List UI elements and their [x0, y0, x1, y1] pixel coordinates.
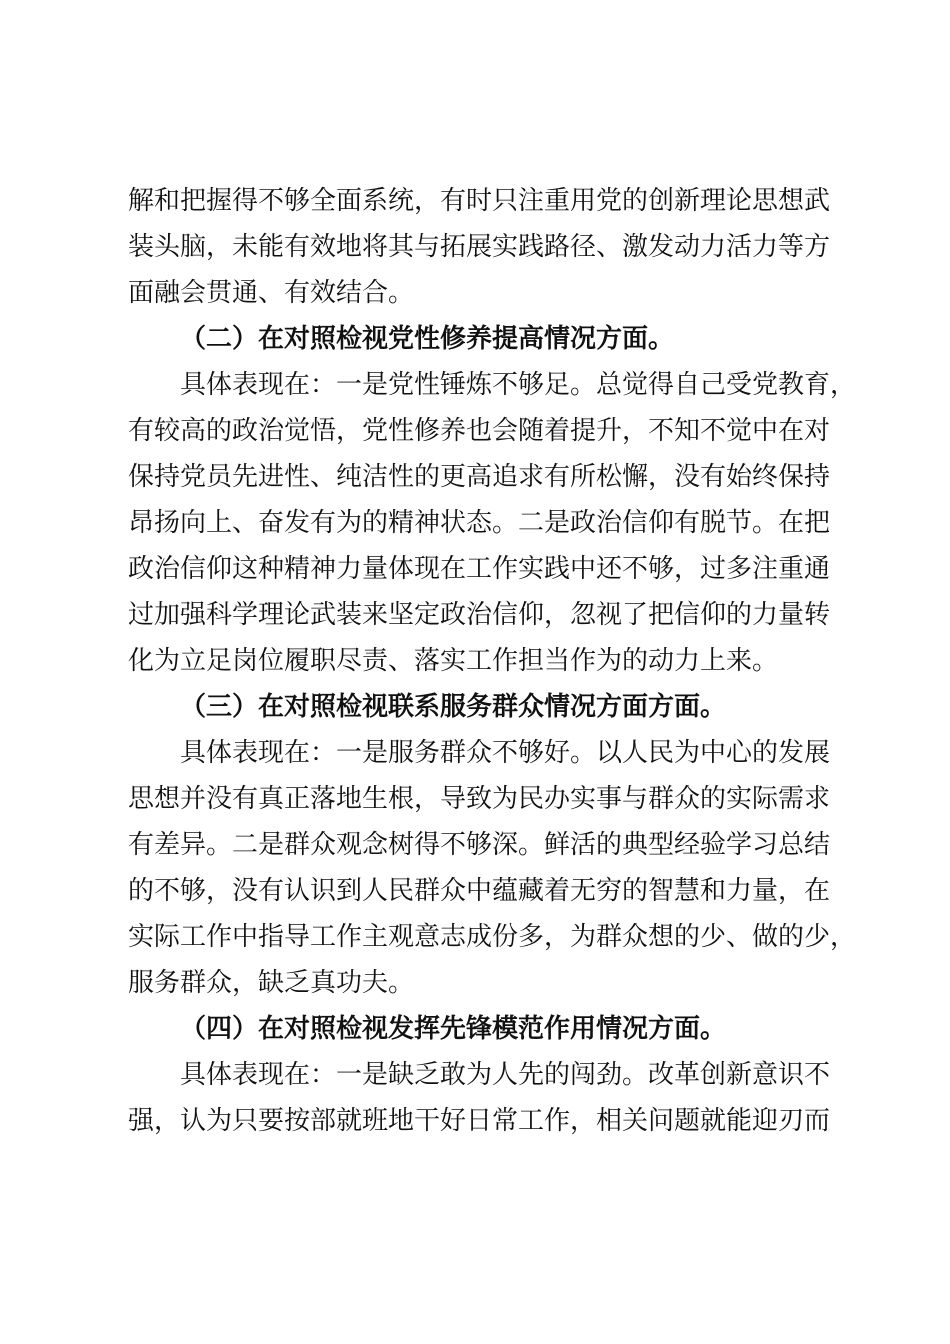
paragraph-2-line-4: 昂扬向上、奋发有为的精神状态。二是政治信仰有脱节。在把 — [128, 508, 831, 538]
paragraph-1-line-3: 面融会贯通、有效结合。 — [128, 278, 415, 308]
paragraph-3-line-6: 服务群众，缺乏真功夫。 — [128, 968, 415, 998]
paragraph-2-line-1: 具体表现在：一是党性锤炼不够足。总觉得自己受党教育， — [180, 370, 857, 400]
paragraph-3-line-1: 具体表现在：一是服务群众不够好。以人民为中心的发展 — [180, 738, 831, 768]
paragraph-3-line-5: 实际工作中指导工作主观意志成份多，为群众想的少、做的少， — [128, 922, 857, 952]
paragraph-1-line-1: 解和把握得不够全面系统，有时只注重用党的创新理论思想武 — [128, 186, 831, 216]
section-heading-4: （四）在对照检视发挥先锋模范作用情况方面。 — [180, 1014, 727, 1044]
section-heading-3: （三）在对照检视联系服务群众情况方面方面。 — [180, 692, 727, 722]
paragraph-2-line-3: 保持党员先进性、纯洁性的更高追求有所松懈，没有始终保持 — [128, 462, 831, 492]
paragraph-4-line-1: 具体表现在：一是缺乏敢为人先的闯劲。改革创新意识不 — [180, 1060, 831, 1090]
section-heading-2: （二）在对照检视党性修养提高情况方面。 — [180, 324, 675, 354]
paragraph-2-line-2: 有较高的政治觉悟，党性修养也会随着提升，不知不觉中在对 — [128, 416, 831, 446]
paragraph-2-line-6: 过加强科学理论武装来坚定政治信仰，忽视了把信仰的力量转 — [128, 600, 831, 630]
paragraph-2-line-7: 化为立足岗位履职尽责、落实工作担当作为的动力上来。 — [128, 646, 779, 676]
paragraph-4-line-2: 强，认为只要按部就班地干好日常工作，相关问题就能迎刃而 — [128, 1106, 831, 1136]
paragraph-3-line-4: 的不够，没有认识到人民群众中蕴藏着无穷的智慧和力量，在 — [128, 876, 831, 906]
paragraph-2-line-5: 政治信仰这种精神力量体现在工作实践中还不够，过多注重通 — [128, 554, 831, 584]
paragraph-1-line-2: 装头脑，未能有效地将其与拓展实践路径、激发动力活力等方 — [128, 232, 831, 262]
paragraph-3-line-3: 有差异。二是群众观念树得不够深。鲜活的典型经验学习总结 — [128, 830, 831, 860]
paragraph-3-line-2: 思想并没有真正落地生根，导致为民办实事与群众的实际需求 — [128, 784, 831, 814]
